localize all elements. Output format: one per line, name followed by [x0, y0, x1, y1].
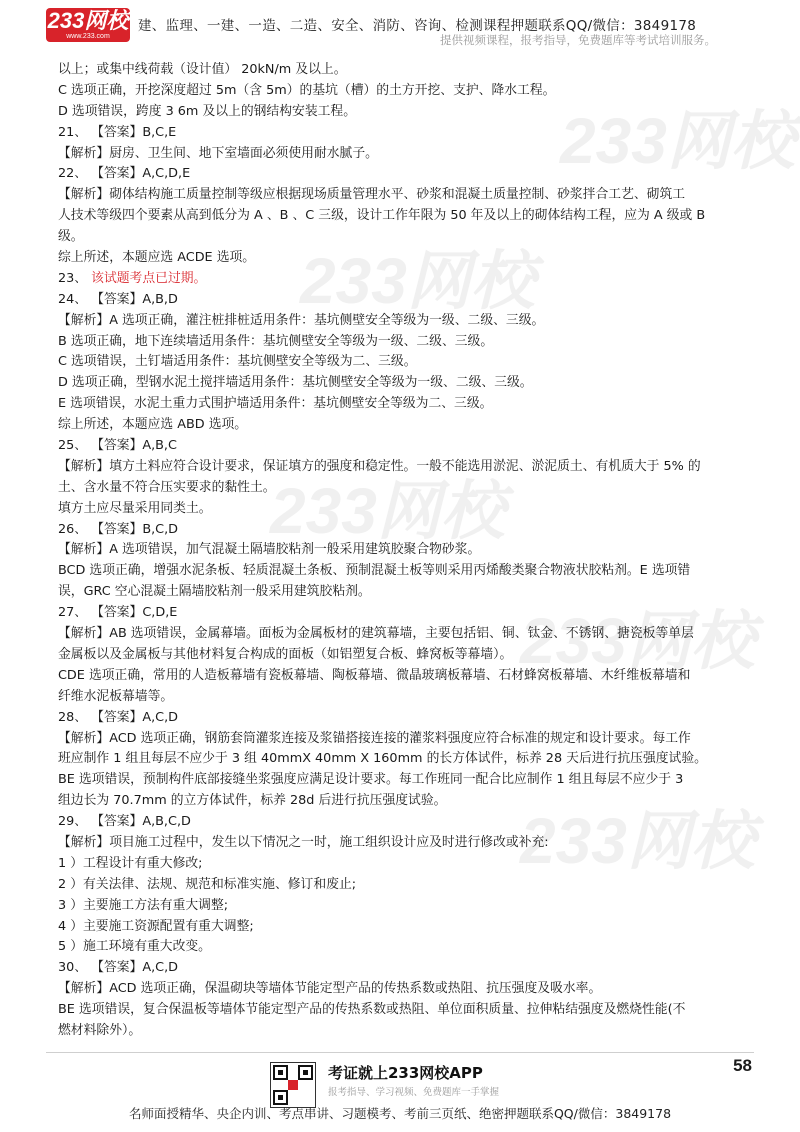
line-text: BE 选项错误，复合保温板等墙体节能定型产品的传热系数或热阻、单位面积质量、拉伸粘结强度及燃烧性能(不	[58, 1002, 686, 1018]
line-text: 3 ）主要施工方法有重大调整;	[58, 897, 229, 913]
text-line	[58, 248, 748, 269]
text-line	[58, 854, 748, 875]
line-text: 误，GRC 空心混凝土隔墙胶粘剂一般采用建筑胶粘剂。	[58, 584, 371, 600]
line-text: 燃材料除外）。	[58, 1022, 142, 1038]
line-text: C 选项正确，开挖深度超过 5m（含 5m）的基坑（槽）的土方开挖、支护、降水工程。	[58, 82, 556, 98]
line-text: 土、含水量不符合压实要求的黏性土。	[58, 479, 276, 495]
line-text: 【解析】项目施工过程中，发生以下情况之一时，施工组织设计应及时进行修改或补充:	[58, 834, 549, 850]
line-text: D 选项正确，型钢水泥土搅拌墙适用条件：基坑侧壁安全等级为一级、二级、三级。	[58, 375, 533, 391]
answer-explanations	[58, 60, 748, 1042]
text-line	[58, 311, 748, 332]
text-line	[58, 332, 748, 353]
line-text: 综上所述，本题应选 ABD 选项。	[58, 417, 248, 433]
text-line	[58, 520, 748, 541]
footer-contact-line: 名师面授精华、央企内训、考点串讲、习题模考、考前三页纸、绝密押题联系QQ/微信：3849178	[128, 1106, 672, 1121]
brand-logo	[46, 8, 130, 42]
text-line	[58, 645, 748, 666]
text-line	[58, 394, 748, 415]
text-line	[58, 227, 748, 248]
text-line	[58, 102, 748, 123]
text-line	[58, 937, 748, 958]
text-line	[58, 352, 748, 373]
line-text: E 选项错误，水泥土重力式围护墙适用条件：基坑侧壁安全等级为二、三级。	[58, 396, 493, 412]
line-text: 21、 【答案】B,C,E	[58, 124, 177, 140]
logo-text: 233网校	[47, 8, 129, 33]
line-text: 5 ）施工环境有重大改变。	[58, 939, 211, 955]
text-line	[58, 958, 748, 979]
line-text: 28、 【答案】A,C,D	[58, 709, 179, 725]
line-text: 以上；或集中线荷载（设计值） 20kN/m 及以上。	[58, 62, 347, 77]
text-line	[58, 791, 748, 812]
line-text: BE 选项错误，预制构件底部接缝坐浆强度应满足设计要求。每工作班同一配合比应制作 1 组且每层不应少于 3	[58, 772, 684, 788]
line-text: D 选项错误，跨度 3 6m 及以上的钢结构安装工程。	[58, 103, 357, 119]
logo-subtext: www.233.com	[66, 33, 110, 40]
line-text: 1 ）工程设计有重大修改;	[58, 855, 203, 871]
line-text: BCD 选项正确，增强水泥条板、轻质混凝土条板、预制混凝土板等则采用丙烯酸类聚合物液状胶粘剂。E 选项错	[58, 563, 691, 579]
line-text: 人技术等级四个要素从高到低分为 A 、B 、C 三级，设计工作年限为 50 年及以上的砌体结构工程，应为 A 级或 B	[58, 208, 706, 224]
line-text: 2 ）有关法律、法规、规范和标准实施、修订和废止;	[58, 876, 357, 892]
line-text: B 选项正确，地下连续墙适用条件：基坑侧壁安全等级为一级、二级、三级。	[58, 333, 494, 349]
text-line	[58, 582, 748, 603]
text-line	[58, 833, 748, 854]
watermark: 233网校	[520, 805, 755, 877]
line-text: 【解析】AB 选项错误，金属幕墙。面板为金属板材的建筑幕墙，主要包括铝、铜、钛金、不锈钢、搪瓷板等单层	[58, 626, 694, 642]
text-line	[58, 478, 748, 499]
line-text: 27、 【答案】C,D,E	[58, 605, 178, 621]
text-line	[58, 499, 748, 520]
text-line	[58, 687, 748, 708]
line-text: 班应制作 1 组且每层不应少于 3 组 40mmX 40mm X 160mm 的长方体试件，标养 28 天后进行抗压强度试验。	[58, 751, 707, 767]
text-line	[58, 185, 748, 206]
qr-code-icon	[270, 1062, 316, 1108]
text-line	[58, 206, 748, 227]
line-text: 26、 【答案】B,C,D	[58, 521, 179, 537]
footer-divider	[46, 1052, 754, 1053]
line-text: 综上所述，本题应选 ACDE 选项。	[58, 250, 256, 266]
watermark: 233网校	[300, 245, 535, 317]
text-line	[58, 269, 748, 290]
text-line	[58, 123, 748, 144]
text-line	[58, 729, 748, 750]
line-text: 4 ）主要施工资源配置有重大调整;	[58, 918, 254, 934]
line-text: 【解析】A 选项错误，加气混凝土隔墙胶粘剂一般采用建筑胶聚合物砂浆。	[58, 542, 481, 558]
text-line	[58, 917, 748, 938]
line-text: CDE 选项正确，常用的人造板幕墙有瓷板幕墙、陶板幕墙、微晶玻璃板幕墙、石材蜂窝板幕墙、木纤维板幕墙和	[58, 667, 691, 683]
line-text: 填方土应尽量采用同类土。	[58, 500, 212, 516]
text-line	[58, 164, 748, 185]
line-text: C 选项错误，土钉墙适用条件：基坑侧壁安全等级为二、三级。	[58, 354, 417, 370]
line-text: 【解析】A 选项正确，灌注桩排桩适用条件：基坑侧壁安全等级为一级、二级、三级。	[58, 312, 545, 328]
line-text: 【解析】填方土料应符合设计要求，保证填方的强度和稳定性。一般不能选用淤泥、淤泥质土、有机质大于 5% 的	[58, 458, 701, 474]
line-text: 【解析】ACD 选项正确，钢筋套筒灌浆连接及浆锚搭接连接的灌浆料强度应符合标准的规定和设计要求。每工作	[58, 730, 691, 746]
line-text: 29、 【答案】A,B,C,D	[58, 814, 191, 830]
line-text: 级。	[58, 229, 84, 245]
text-line	[58, 144, 748, 165]
line-text: 【解析】ACD 选项正确，保温砌块等墙体节能定型产品的传热系数或热阻、抗压强度及吸水率。	[58, 981, 602, 997]
line-text: 30、 【答案】A,C,D	[58, 960, 179, 976]
text-line	[58, 812, 748, 833]
text-line	[58, 290, 748, 311]
text-line	[58, 60, 748, 81]
text-line	[58, 1021, 748, 1042]
header-service-line: 提供视频课程，报考指导，免费题库等考试培训服务。	[440, 33, 716, 47]
watermark: 233网校	[520, 605, 755, 677]
text-line	[58, 415, 748, 436]
line-text: 25、 【答案】A,B,C	[58, 438, 177, 454]
app-promo-subtitle: 报考指导、学习视频、免费题库一手掌握	[328, 1087, 500, 1098]
line-text: 22、 【答案】A,C,D,E	[58, 166, 191, 182]
line-text: 组边长为 70.7mm 的立方体试件，标养 28d 后进行抗压强度试验。	[58, 793, 447, 809]
app-promo-title: 考证就上233网校APP	[328, 1064, 483, 1082]
line-text: 23、	[58, 270, 92, 286]
line-text: 纤维水泥板幕墙等。	[58, 688, 174, 704]
text-line	[58, 749, 748, 770]
expired-notice: 该试题考点已过期。	[91, 270, 207, 286]
text-line	[58, 708, 748, 729]
text-line	[58, 561, 748, 582]
line-text: 金属板以及金属板与其他材料复合构成的面板（如铝塑复合板、蜂窝板等幕墙）。	[58, 646, 513, 662]
watermark: 233网校	[270, 475, 505, 547]
text-line	[58, 436, 748, 457]
text-line	[58, 373, 748, 394]
text-line	[58, 457, 748, 478]
text-line	[58, 81, 748, 102]
text-line	[58, 540, 748, 561]
text-line	[58, 624, 748, 645]
header-info-line: 建、监理、一建、一造、二造、安全、消防、咨询、检测课程押题联系QQ/微信：3849178	[138, 18, 697, 34]
text-line	[58, 770, 748, 791]
text-line	[58, 875, 748, 896]
text-line	[58, 896, 748, 917]
text-line	[58, 603, 748, 624]
line-text: 24、 【答案】A,B,D	[58, 291, 178, 307]
watermark: 233网校	[560, 105, 795, 177]
text-line	[58, 666, 748, 687]
line-text: 【解析】厨房、卫生间、地下室墙面必须使用耐水腻子。	[58, 145, 378, 161]
line-text: 【解析】砌体结构施工质量控制等级应根据现场质量管理水平、砂浆和混凝土质量控制、砂浆拌合工艺、砌筑工	[58, 187, 686, 203]
page-header	[0, 0, 800, 52]
page-number: 58	[733, 1056, 752, 1075]
text-line	[58, 979, 748, 1000]
text-line	[58, 1000, 748, 1021]
